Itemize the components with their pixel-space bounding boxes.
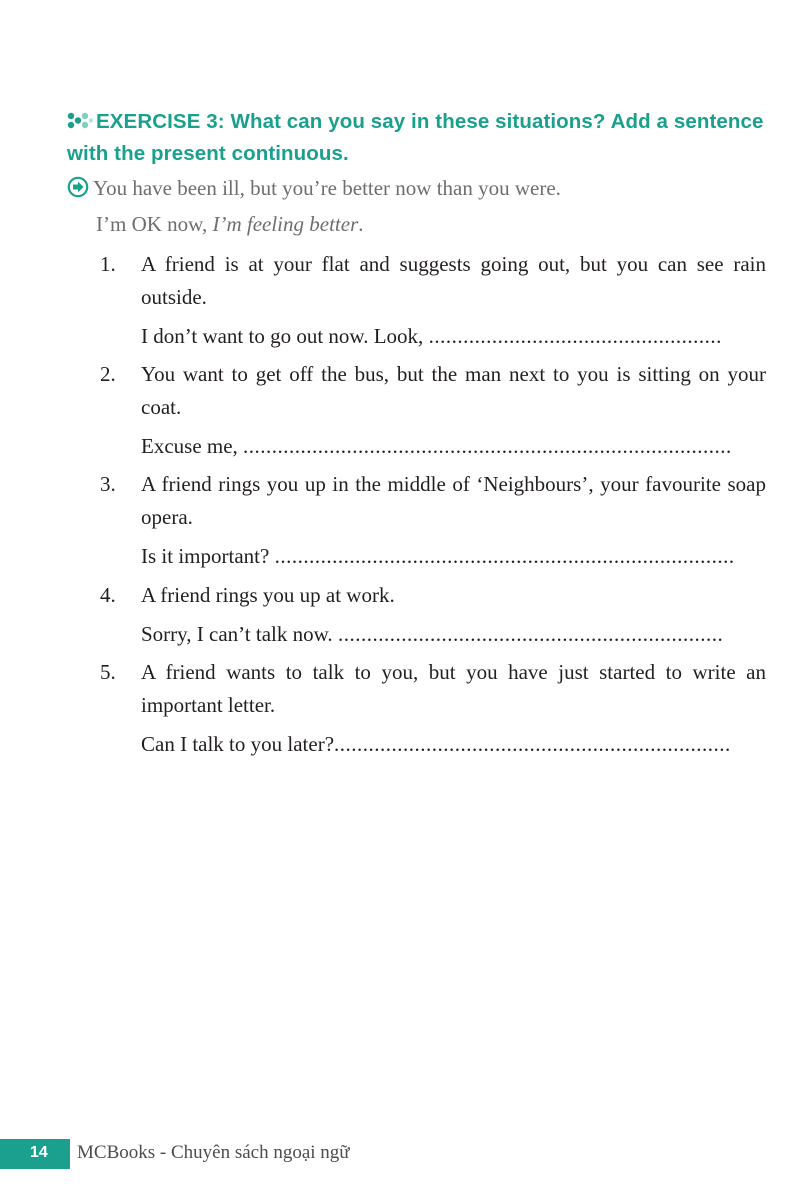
item-response[interactable] [141, 320, 741, 353]
answer-blank[interactable]: ..................................................................................... [243, 434, 732, 458]
item-prompt: A friend rings you up in the middle of ‘Neighbours’, your favourite soap opera. [141, 472, 766, 529]
item-response[interactable] [141, 540, 741, 573]
item-response[interactable] [141, 728, 741, 761]
answer-blank[interactable]: ................................................................................ [274, 544, 735, 568]
item-response-lead: Can I talk to you later? [141, 732, 335, 756]
item-prompt: You want to get off the bus, but the man next to you is sitting on your coat. [141, 362, 766, 419]
item-response-lead: I don’t want to go out now. Look, [141, 324, 429, 348]
page-number: 14 [30, 1144, 48, 1161]
exercise-item-2 [100, 358, 766, 463]
item-prompt: A friend is at your flat and suggests going out, but you can see rain outside. [141, 252, 766, 309]
exercise-item-1 [100, 248, 766, 353]
item-prompt: A friend wants to talk to you, but you have just started to write an important letter. [141, 660, 766, 717]
example-answer-prefix: I’m OK now, [96, 212, 213, 236]
exercise-item-5 [100, 656, 766, 761]
answer-blank[interactable]: ..................................................................... [334, 732, 731, 756]
item-number: 2. [100, 362, 116, 386]
item-response-lead: Sorry, I can’t talk now. [141, 622, 338, 646]
example-answer-suffix: . [358, 212, 364, 236]
item-response[interactable] [141, 618, 741, 651]
example-situation [67, 172, 772, 204]
example-answer [96, 208, 364, 240]
arrow-right-icon [67, 176, 89, 198]
exercise-heading [67, 106, 772, 170]
item-number: 1. [100, 252, 116, 276]
item-response-lead: Is it important? [141, 544, 275, 568]
exercise-number: EXERCISE 3: [96, 110, 225, 133]
answer-blank[interactable]: ................................................................... [337, 622, 724, 646]
exercise-item-4 [100, 579, 766, 651]
example-answer-italic: I’m feeling better [212, 212, 359, 236]
item-number: 4. [100, 583, 116, 607]
item-response[interactable] [141, 430, 741, 463]
answer-blank[interactable]: ................................................... [428, 324, 722, 348]
item-number: 5. [100, 660, 116, 684]
exercise-instruction: What can you say in these situations? Add a sentence with the present continuous. [67, 110, 764, 165]
footer-brand: MCBooks - Chuyên sách ngoại ngữ [77, 1142, 350, 1163]
item-prompt: A friend rings you up at work. [141, 583, 395, 607]
exercise-item-3 [100, 468, 766, 573]
item-response-lead: Excuse me, [141, 434, 244, 458]
dots-cluster-icon [67, 112, 93, 130]
example-situation-text: You have been ill, but you’re better now than you were. [93, 176, 561, 200]
item-number: 3. [100, 472, 116, 496]
